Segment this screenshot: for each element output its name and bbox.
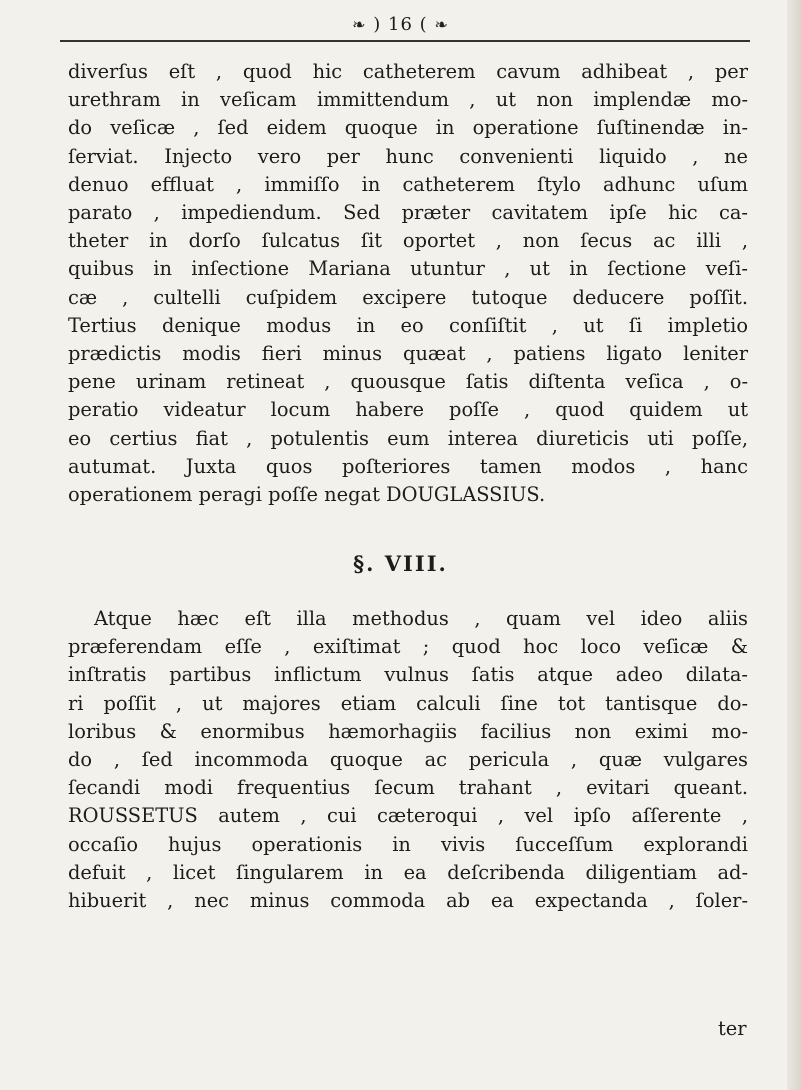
paragraph-2 [68, 605, 748, 915]
text-line: Tertius denique modus in eo conſiſtit , ut ſi impletio [68, 313, 748, 337]
text-line: cæ , cultelli cuſpidem excipere tutoque deducere poſſit. [68, 285, 748, 309]
text-line: peratio videatur locum habere poſſe , quod quidem ut [68, 398, 748, 422]
text-line: præferendam eſſe , exiſtimat ; quod hoc loco veſicæ & [68, 635, 748, 659]
text-line: do veſicæ , ſed eidem quoque in operatione ſuſtinendæ in- [68, 116, 748, 140]
text-line: ROUSSETUS autem , cui cæteroqui , vel ipſo aſſerente , [68, 804, 748, 828]
text-line: ſerviat. Injecto vero per hunc convenienti liquido , ne [68, 144, 748, 168]
text-line: defuit , licet ſingularem in ea deſcribenda diligentiam ad- [68, 860, 748, 884]
section-heading: §. VIII. [353, 551, 448, 576]
running-header [0, 14, 801, 35]
text-line: ſecandi modi frequentius ſecum trahant , evitari queant. [68, 776, 748, 800]
catchword: ter [718, 1017, 747, 1040]
text-line: prædictis modis fieri minus quæat , patiens ligato leniter [68, 342, 748, 366]
paragraph-1 [68, 58, 748, 509]
text-line: diverſus eſt , quod hic catheterem cavum adhibeat , per [68, 60, 748, 83]
left-ornament-icon: ❧ [352, 15, 367, 34]
text-line: eo certius fiat , potulentis eum interea diureticis uti poſſe, [68, 426, 748, 450]
text-line: do , ſed incommoda quoque ac pericula , quæ vulgares [68, 748, 748, 772]
page-number: ) 16 ( [373, 14, 428, 35]
header-rule [60, 40, 750, 42]
text-line: hibuerit , nec minus commoda ab ea expectanda , ſoler- [68, 889, 748, 913]
text-line: denuo effluat , immiſſo in catheterem ſtylo adhunc uſum [68, 172, 748, 196]
right-ornament-icon: ❧ [434, 15, 449, 34]
text-line: operationem peragi poſſe negat DOUGLASSIUS. [68, 483, 546, 507]
text-line: quibus in inſectione Mariana utuntur , ut in ſectione veſi- [68, 257, 748, 281]
text-line: occaſio hujus operationis in vivis ſucceſſum explorandi [68, 832, 748, 856]
text-line: parato , impediendum. Sed præter cavitatem ipſe hic ca- [68, 201, 748, 225]
page-edge [787, 0, 801, 1090]
text-line: ri poſſit , ut majores etiam calculi ſine tot tantisque do- [68, 691, 748, 715]
text-line: theter in dorſo ſulcatus ſit oportet , non ſecus ac illi , [68, 229, 748, 253]
text-line: autumat. Juxta quos poſteriores tamen modos , hanc [68, 454, 748, 478]
text-line: loribus & enormibus hæmorhagiis facilius non eximi mo- [68, 719, 748, 743]
text-line: urethram in veſicam immittendum , ut non implendæ mo- [68, 88, 748, 112]
text-line: inſtratis partibus inflictum vulnus ſatis atque adeo dilata- [68, 663, 748, 687]
text-line: Atque hæc eſt illa methodus , quam vel ideo aliis [94, 607, 748, 630]
text-line: pene urinam retineat , quousque ſatis diſtenta veſica , o- [68, 370, 748, 394]
